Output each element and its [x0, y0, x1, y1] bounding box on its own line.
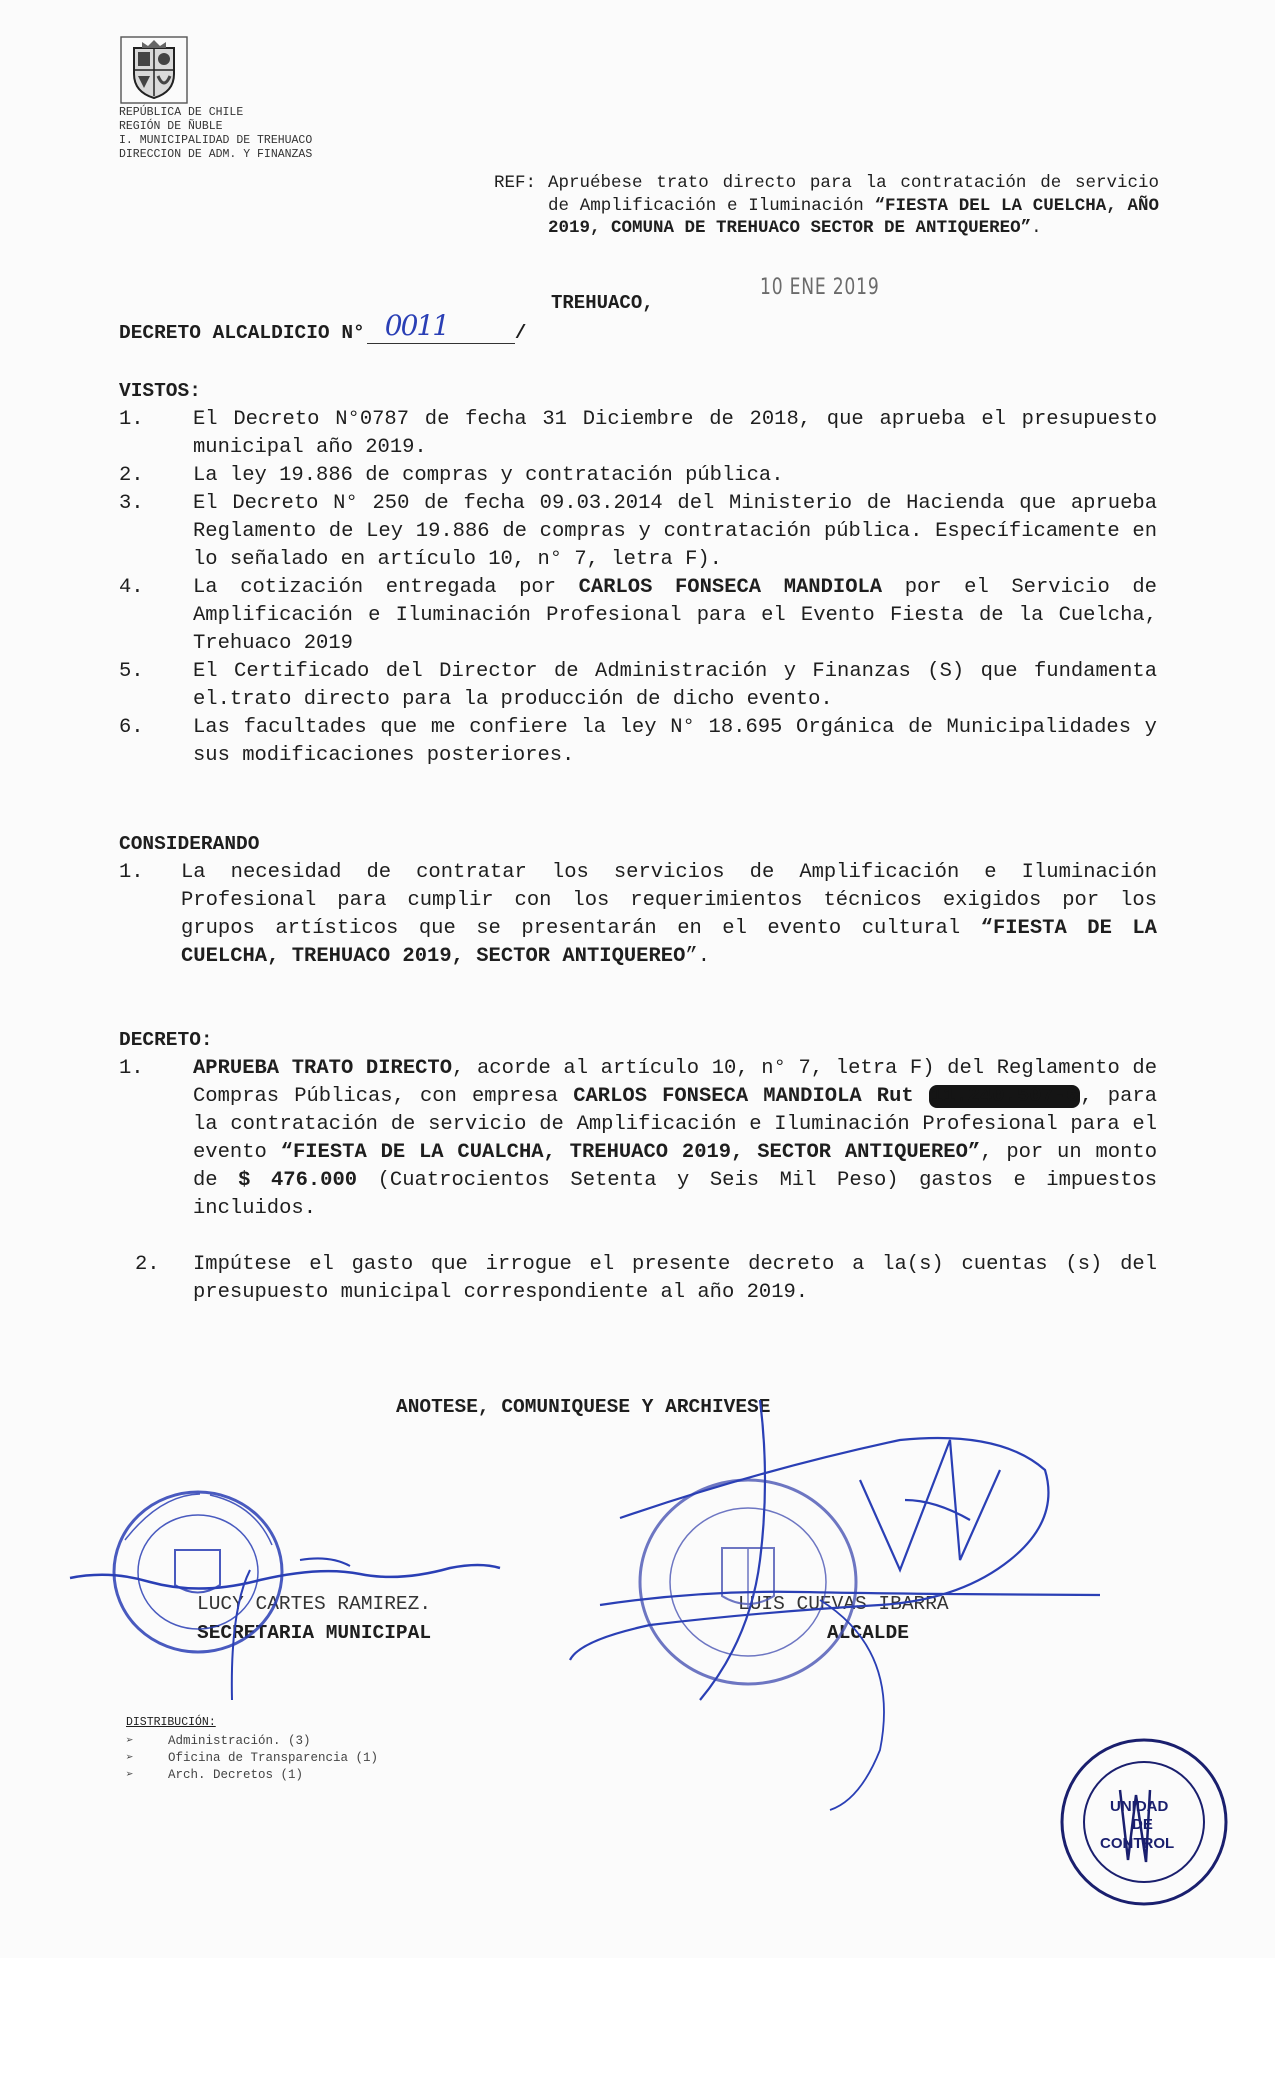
signatory-name-secretary: LUCY CARTES RAMIREZ.: [197, 1593, 432, 1615]
decree-label: DECRETO ALCALDICIO N°: [119, 322, 365, 344]
item-text-plain: , por un monto de: [193, 1141, 1157, 1192]
distribution-item: Oficina de Transparencia (1): [168, 1751, 379, 1765]
list-item: [126, 1767, 378, 1784]
list-item: [119, 714, 1157, 770]
seal-unidad-control-right: [1062, 1740, 1226, 1904]
item-text: El Decreto N°0787 de fecha 31 Diciembre de 2018, que aprueba el presupuesto municipal año 2019.: [193, 408, 1157, 459]
item-number: 2.: [135, 1253, 160, 1276]
list-item: [126, 1750, 378, 1767]
item-number: 1.: [119, 1057, 144, 1080]
item-text: [193, 1055, 1157, 1223]
city-label: TREHUACO,: [551, 292, 654, 314]
item-text: Las facultades que me confiere la ley N° 18.695 Orgánica de Municipalidades y sus modificaciones posteriores.: [193, 716, 1157, 767]
item-text-plain: , para la contratación de servicio de Amplificación e Iluminación Profesional para el evento: [193, 1085, 1157, 1164]
header-institution: [119, 106, 312, 162]
svg-text:UNIDAD: UNIDAD: [1110, 1798, 1169, 1815]
list-item: [119, 462, 1157, 490]
item-text-bold: APRUEBA TRATO DIRECTO: [193, 1057, 453, 1080]
vistos-list: [119, 406, 1157, 770]
decree-number-handwritten: 0011: [384, 309, 449, 342]
item-text: La ley 19.886 de compras y contratación pública.: [193, 464, 784, 487]
list-item: [119, 1055, 1157, 1223]
list-item: [119, 1251, 1157, 1307]
header-line: I. MUNICIPALIDAD DE TREHUACO: [119, 134, 313, 147]
arrow-bullet-icon: ➢: [126, 1734, 134, 1748]
item-text-bold: “FIESTA DE LA CUELCHA, TREHUACO 2019, SECTOR ANTIQUEREO: [181, 917, 1157, 968]
ref-text-bold: “FIESTA DEL LA CUELCHA, AÑO 2019, COMUNA DE TREHUACO SECTOR DE ANTIQUEREO”: [548, 195, 1159, 238]
item-text: El Certificado del Director de Administración y Finanzas (S) que fundamenta el.trato directo para la producción de dicho evento.: [193, 660, 1157, 711]
item-text: [193, 574, 1157, 658]
redacted-rut: 11.240.507-6: [930, 1085, 1079, 1108]
ref-text-end: .: [1031, 218, 1042, 238]
municipal-crest-logo: [120, 36, 188, 104]
date-stamp: 10 ENE 2019: [760, 275, 880, 300]
ref-text-plain: Apruébese trato directo para la contratación de servicio de Amplificación e Iluminación: [548, 173, 1159, 216]
reference-block: [494, 172, 1159, 240]
decree-slash: /: [514, 322, 527, 344]
item-text-pre: La necesidad de contratar los servicios de Amplificación e Iluminación Profesional para cumplir con los requerimientos técnicos exigidos por los grupos artísticos que se presentarán en el evento cultural: [181, 861, 1157, 940]
arrow-bullet-icon: ➢: [126, 1768, 134, 1782]
item-number: 2.: [119, 464, 144, 487]
item-number: 1.: [119, 861, 144, 884]
list-item: [119, 490, 1157, 574]
closing-formula: ANOTESE, COMUNIQUESE Y ARCHIVESE: [396, 1396, 771, 1418]
signature-secretary: [70, 1565, 500, 1589]
decree-number-line: [367, 309, 515, 344]
amount: $ 476.000: [238, 1169, 358, 1192]
list-item: [119, 406, 1157, 462]
arrow-bullet-icon: ➢: [126, 1751, 134, 1765]
signatory-name-mayor: LUIS CUEVAS IBARRA: [738, 1593, 949, 1615]
list-item: [119, 574, 1157, 658]
list-item: [126, 1733, 378, 1750]
signature-mayor: [570, 1400, 1100, 1700]
item-text-plain: , acorde al artículo 10, n° 7, letra F) del Reglamento de Compras Públicas, con empresa: [193, 1057, 1158, 1108]
signatory-role-mayor: ALCALDE: [827, 1622, 909, 1644]
page-margin-bottom: [0, 1958, 1275, 2100]
item-text-bold: CARLOS FONSECA MANDIOLA Rut: [573, 1085, 929, 1108]
signatory-role-secretary: SECRETARIA MUNICIPAL: [197, 1622, 432, 1644]
item-number: 4.: [119, 576, 144, 599]
seal-alcalde-center: [640, 1480, 856, 1684]
vistos-title: VISTOS:: [119, 380, 201, 402]
decree-title: [119, 309, 527, 344]
header-line: REPÚBLICA DE CHILE: [119, 106, 244, 119]
svg-text:CONTROL: CONTROL: [1100, 1835, 1175, 1852]
distribution-list: [126, 1733, 378, 1784]
distribution-item: Arch. Decretos (1): [168, 1768, 304, 1782]
item-text-post: por el Servicio de Amplificación e Iluminación Profesional para el Evento Fiesta de la Cuelcha, Trehuaco 2019: [193, 576, 1157, 655]
item-text: El Decreto N° 250 de fecha 09.03.2014 del Ministerio de Hacienda que aprueba Reglamento de Ley 19.886 de compras y contratación pública. Específicamente en lo señalado en artículo 10, n° 7, letra F).: [193, 492, 1157, 571]
item-number: 1.: [119, 408, 144, 431]
header-line: REGIÓN DE ÑUBLE: [119, 120, 223, 133]
item-text: [181, 859, 1157, 971]
decreto-list: [119, 1055, 1157, 1307]
svg-text:DE: DE: [1132, 1816, 1153, 1833]
considerando-list: [119, 859, 1157, 971]
item-text-bold: CARLOS FONSECA MANDIOLA: [578, 576, 883, 599]
item-text: Impútese el gasto que irrogue el presente decreto a la(s) cuentas (s) del presupuesto municipal correspondiente al año 2019.: [193, 1253, 1157, 1304]
decreto-title: DECRETO:: [119, 1029, 213, 1051]
list-item: [119, 658, 1157, 714]
considerando-title: CONSIDERANDO: [119, 833, 260, 855]
list-item: [119, 859, 1157, 971]
ref-text: [548, 172, 1159, 240]
item-number: 3.: [119, 492, 144, 515]
item-number: 6.: [119, 716, 144, 739]
item-number: 5.: [119, 660, 144, 683]
item-text-bold: “FIESTA DE LA CUALCHA, TREHUACO 2019, SECTOR ANTIQUEREO”: [280, 1141, 981, 1164]
distribution-item: Administración. (3): [168, 1734, 311, 1748]
item-text-post: ”.: [685, 945, 710, 968]
ref-label: REF:: [494, 173, 537, 193]
item-text-plain: (Cuatrocientos Setenta y Seis Mil Peso) gastos e impuestos incluidos.: [193, 1169, 1157, 1220]
distribution-title: DISTRIBUCIÓN:: [126, 1716, 216, 1729]
header-line: DIRECCION DE ADM. Y FINANZAS: [119, 148, 313, 161]
item-text-pre: La cotización entregada por: [193, 576, 579, 599]
